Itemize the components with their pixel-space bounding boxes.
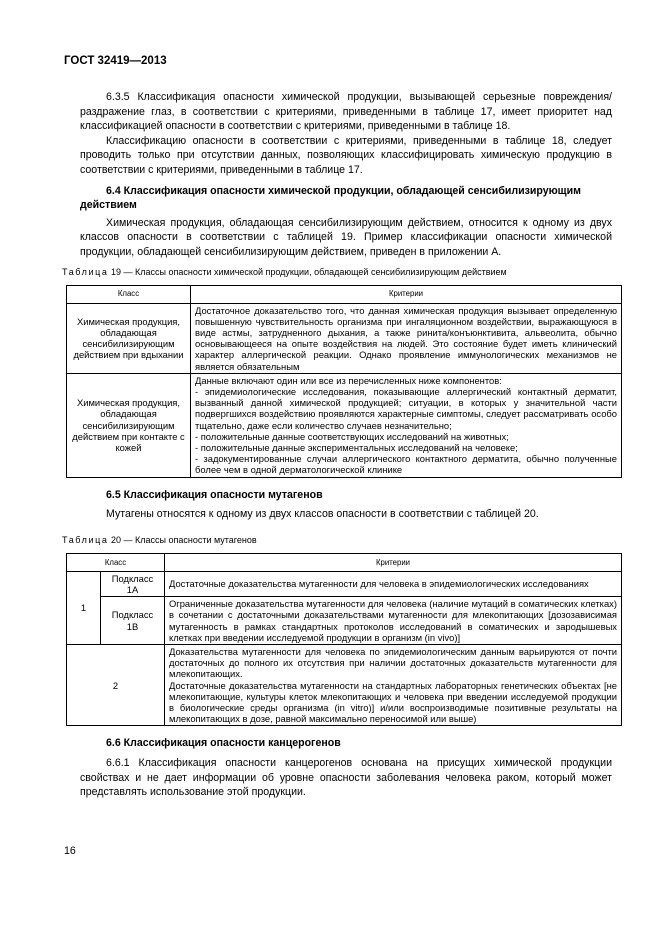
table-cell-class-1: 1	[67, 571, 101, 644]
table-20-caption-text: 20 — Классы опасности мутагенов	[108, 534, 257, 545]
criteria-paragraph: Доказательства мутагенности для человека по эпидемиологическим данным варьируются от почти достаточных до полного их отсутствия при наличии достаточных доказательств мутагенности для млекопитающих.	[169, 645, 617, 680]
table-cell-criteria: Достаточное доказательство того, что данная химическая продукция вызывает определенную повышенную чувствительность организма при ингаляционном воздействии, выражающуюся в виде астмы, затрудненного дыхания, а также ринита/конъюнктивита, альвеолита, обычно основывающееся на опыте воздействия на людей. Это состояние будет иметь клинический характер аллергической реакции. Однако проявление иммунологических механизмов не является обязательным	[191, 303, 622, 373]
paragraph-6-4: Химическая продукция, обладающая сенсибилизирующим действием, относится к одному из двух классов опасности в соответствии с таблицей 19. Пример классификации опасности химической продукции, обладающей сенсибилизирующим действием, приведен в приложении А.	[80, 216, 612, 258]
column-header-criteria: Критерии	[191, 285, 622, 303]
page-content	[62, 90, 617, 800]
table-19-caption-text: 19 — Классы опасности химической продукции, обладающей сенсибилизирующим действием	[108, 266, 507, 277]
table-cell-class: Химическая продукция, обладающая сенсибилизирующим действием при контакте с кожей	[67, 373, 191, 477]
document-header: ГОСТ 32419—2013	[64, 55, 167, 67]
table-19	[66, 285, 622, 478]
paragraph-6-3-5: 6.3.5 Классификация опасности химической продукции, вызывающей серьезные повреждения/раздражение глаз, в соответствии с критериями, приведенными в таблице 17, имеет приоритет над классификацией опасности в соответствии с критериями, приведенными в таблице 18.	[80, 91, 612, 133]
table-cell-subclass-1b: Подкласс 1В	[101, 597, 165, 645]
table-header-row	[67, 285, 622, 303]
criteria-line: - положительные данные соответствующих исследований на животных;	[195, 430, 509, 442]
table-row	[67, 597, 622, 645]
column-header-criteria: Критерии	[165, 553, 622, 571]
criteria-line: - задокументированные случаи аллергического контактного дерматита, обычно полученные более чем в одной дерматологической клинике	[195, 453, 617, 476]
section-heading-6-6: 6.6 Классификация опасности канцерогенов	[106, 737, 341, 750]
table-20-caption-prefix: Таблица	[62, 534, 109, 545]
table-cell-subclass-1a: Подкласс 1А	[101, 571, 165, 596]
table-cell-class: Химическая продукция, обладающая сенсибилизирующим действием при вдыхании	[67, 303, 191, 373]
table-header-row	[67, 553, 622, 571]
table-19-caption	[62, 266, 614, 279]
criteria-line: - положительные данные экспериментальных исследований на человеке;	[195, 441, 518, 453]
table-cell-criteria	[165, 644, 622, 725]
table-cell-criteria	[191, 373, 622, 477]
table-row	[67, 373, 622, 477]
column-header-class: Класс	[67, 553, 165, 571]
criteria-paragraph: Достаточные доказательства мутагенности на стандартных лабораторных генетических объектах [не млекопитающие, культуры клеток млекопитающих и человека при введении исследуемой продукции в биологические среды организма (in vitro)] и/или воспроизводимые позитивные результаты на млекопитающих в дозе, равной максимально переносимой или выше)	[169, 679, 617, 725]
table-row	[67, 644, 622, 725]
criteria-line: Данные включают один или все из перечисленных ниже компонентов:	[195, 374, 502, 386]
table-20-caption	[62, 534, 614, 547]
table-20	[66, 553, 622, 727]
paragraph-6-5: Мутагены относятся к одному из двух классов опасности в соответствии с таблицей 20.	[106, 508, 539, 521]
section-heading-6-4: 6.4 Классификация опасности химической продукции, обладающей сенсибилизирующим действием	[80, 184, 581, 212]
paragraph-6-3-5-cont: Классификацию опасности в соответствии с критериями, приведенными в таблице 18, следует проводить только при отсутствии данных, позволяющих классифицировать химическую продукцию в соответствии с критериями, приведенными в таблице 17.	[80, 134, 612, 176]
table-19-caption-prefix: Таблица	[62, 266, 109, 277]
paragraph-6-6-1: 6.6.1 Классификация опасности канцерогенов основана на присущих химической продукции свойствах и не дает информации об уровне опасности заболевания человека раком, который может представлять использование этой продукции.	[80, 757, 612, 799]
page-number: 16	[64, 845, 76, 857]
column-header-class: Класс	[67, 285, 191, 303]
table-row	[67, 571, 622, 596]
section-heading-6-5: 6.5 Классификация опасности мутагенов	[106, 488, 323, 501]
table-row	[67, 303, 622, 373]
table-cell-class-2: 2	[67, 644, 165, 725]
criteria-line: - эпидемиологические исследования, показывающие аллергический контактный дерматит, вызванный данной химической продукцией; ситуации, в которых у значительной части подвергшихся воздействию проявляются характерные симптомы, следует рассматривать особо тщательно, даже если количество случаев незначительно;	[195, 385, 617, 431]
table-cell-criteria: Ограниченные доказательства мутагенности для человека (наличие мутаций в соматических клетках) в сочетании с достаточными доказательствами мутагенности для млекопитающих [дозозависимая мутагенность в рамках стандартных протоколов исследований в соматических и зародышевых клетках при введении исследуемой продукции в организм (in vivo)]	[165, 597, 622, 645]
table-cell-criteria: Достаточные доказательства мутагенности для человека в эпидемиологических исследованиях	[165, 571, 622, 596]
